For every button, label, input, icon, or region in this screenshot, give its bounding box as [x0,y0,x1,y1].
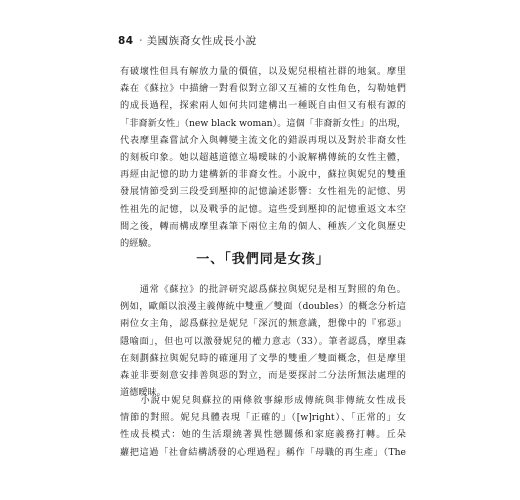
text-line: 間之後，轉而構成摩里森筆下兩位主角的個人、種族／文化與歷史 [120,220,406,232]
text-line: 有破壞性但具有解放力量的價值，以及妮兒根植社群的地氣。摩里 [120,66,406,77]
text-line: 「非裔新女性」（new black woman）。這個「非裔新女性」的出現， [120,117,406,129]
paragraph-2 [120,281,406,401]
text-line: 再經由記憶的助力建構新的非裔女性。小說中，蘇拉與妮兒的雙重 [120,169,406,181]
text-line: 森在《蘇拉》中描繪一對看似對立卻又互補的女性角色，勾勒她們 [120,83,406,95]
text-line: 通常《蘇拉》的批評研究認爲蘇拉與妮兒是相互對照的角色。 [120,284,406,295]
page-number: 84 [118,35,134,47]
paragraph-3 [120,392,406,461]
text-line: 的成長過程，探索兩人如何共同建構出一種既自由但又有根有源的 [120,100,406,112]
section-heading: 一、「我們同是女孩」 [196,252,330,267]
running-header [118,33,257,48]
text-line: 蘿把這過「社會結構誘發的心理過程」稱作「母職的再生產」（The [120,446,406,458]
text-line: 情節的對照。妮兒具體表現「正確的」（[w]right）、「正常的」女 [120,412,406,424]
text-line: 性祖先的記憶，以及戰爭的記憶。這些受到壓抑的記憶重返文本空 [120,203,406,215]
text-line: 森並非要刻意安排善與惡的對立，而是要探討二分法所無法處理的 [120,369,406,381]
text-line: 性成長模式：她的生活環繞著異性戀關係和家庭義務打轉。丘朵 [120,429,406,441]
paragraph-1 [120,63,406,252]
text-line: 例如，歐顛以浪漫主義傳統中雙重／雙面（doubles）的概念分析這 [120,301,406,313]
text-line: 兩位女主角，認爲蘇拉是妮兒「深沉的無意識，想像中的『邪惡』 [120,318,406,330]
text-line: 在刻劃蘇拉與妮兒時的確運用了文學的雙重／雙面概念，但是摩里 [120,352,406,364]
text-line: 發展情節受到三段受到壓抑的記憶論述影響：女性祖先的記憶、男 [120,186,406,198]
running-title: ‧美國族裔女性成長小說 [135,35,257,47]
text-line: 隱喻面」，但也可以激發妮兒的權力意志（33）。筆者認爲，摩里森 [120,335,406,347]
text-line: 代表摩里森嘗試介入與轉變主流文化的錯誤再現以及對於非裔女性 [120,134,406,146]
text-line: 道德曖昧。 [120,387,166,399]
text-line: 的經驗。 [120,237,157,249]
text-line: 的刻板印象。她以超越道德立場曖昧的小說解構傳統的女性主體， [120,151,406,163]
text-line: 小說中妮兒與蘇拉的兩條敘事線形成傳統與非傳統女性成長 [120,395,406,406]
